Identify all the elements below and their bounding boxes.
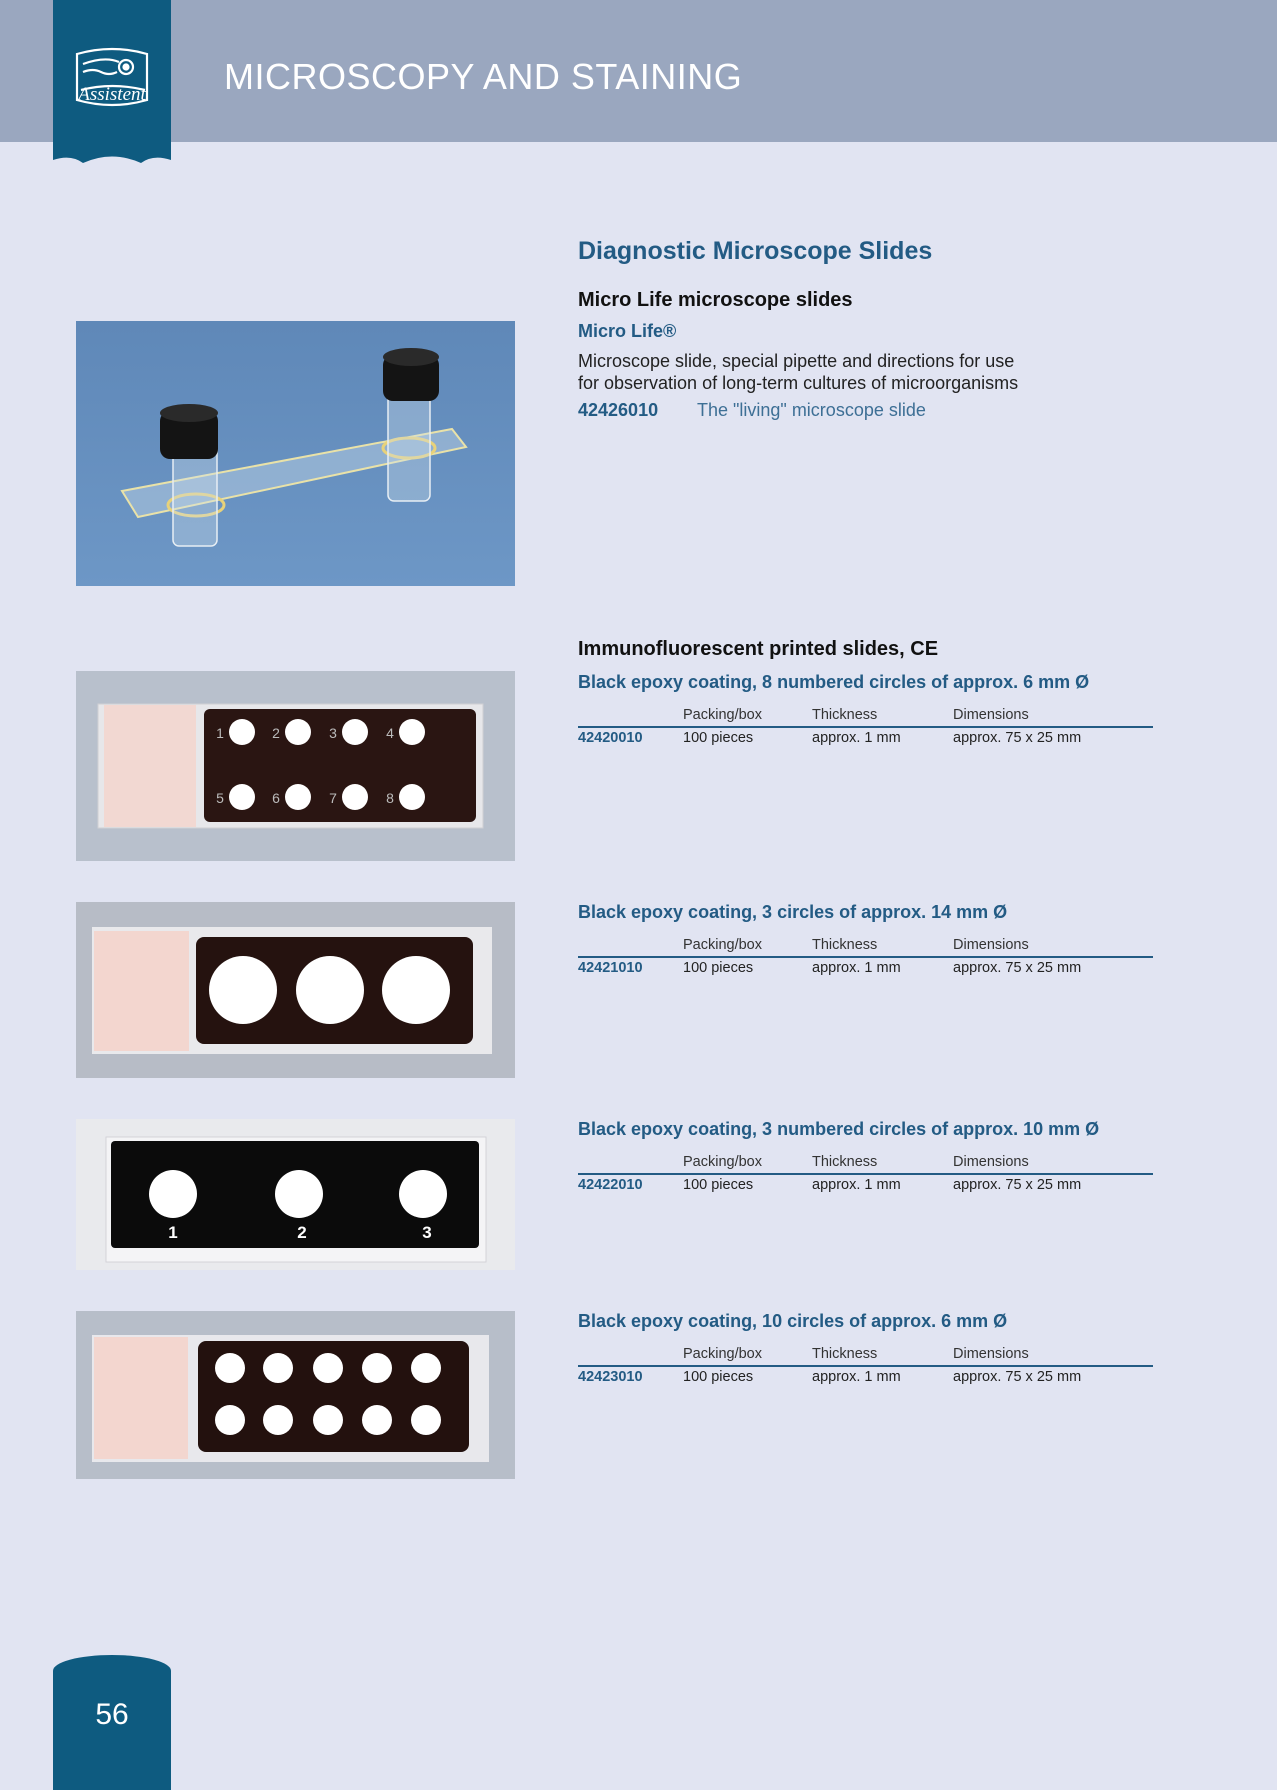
- table-row: [578, 728, 1153, 750]
- packing: 100 pieces: [683, 1369, 754, 1385]
- slide-circle: [229, 784, 255, 810]
- slide-3-numbered-circles-photo: [76, 1119, 515, 1270]
- article-number: 42422010: [578, 1177, 643, 1193]
- spec-table-header: [578, 1152, 1153, 1175]
- packing: 100 pieces: [683, 730, 754, 746]
- table-row: [578, 1367, 1153, 1389]
- thickness: approx. 1 mm: [812, 1369, 901, 1385]
- item-title: Black epoxy coating, 3 circles of approx. 14 mm Ø: [578, 902, 1008, 922]
- circle-number: 1: [168, 1223, 178, 1242]
- slide-circle: [399, 784, 425, 810]
- circle-number: 3: [329, 725, 337, 741]
- slide-circle: [342, 719, 368, 745]
- immuno-heading: Immunofluorescent printed slides, CE: [578, 638, 939, 660]
- circle-number: 2: [297, 1223, 307, 1242]
- micro-life-article-number: 42426010: [578, 400, 659, 420]
- micro-life-variant: The "living" microscope slide: [697, 400, 926, 420]
- circle-number: 1: [216, 725, 224, 741]
- slide-3-circles-photo: [76, 902, 515, 1078]
- col-thickness: Thickness: [812, 937, 878, 953]
- col-thickness: Thickness: [812, 1346, 878, 1362]
- spec-table-header: [578, 1344, 1153, 1367]
- slide-circle: [263, 1353, 293, 1383]
- circle-number: 7: [329, 790, 337, 806]
- circle-number: 4: [386, 725, 394, 741]
- spec-table: [578, 705, 1153, 750]
- article-number: 42420010: [578, 730, 643, 746]
- slide-circle: [399, 719, 425, 745]
- col-packing: Packing/box: [683, 707, 762, 723]
- slide-circle: [215, 1353, 245, 1383]
- slide-circle: [411, 1405, 441, 1435]
- dimensions: approx. 75 x 25 mm: [953, 1369, 1082, 1385]
- description-line: for observation of long-term cultures of microorganisms: [578, 373, 1019, 393]
- slide-circle: [362, 1405, 392, 1435]
- circle-number: 5: [216, 790, 224, 806]
- micro-life-slide-photo: [76, 321, 515, 586]
- dimensions: approx. 75 x 25 mm: [953, 730, 1082, 746]
- slide-circle: [229, 719, 255, 745]
- col-dimensions: Dimensions: [953, 937, 1029, 953]
- svg-text:Assistent: Assistent: [78, 84, 146, 105]
- table-row: [578, 958, 1153, 980]
- col-thickness: Thickness: [812, 707, 878, 723]
- col-dimensions: Dimensions: [953, 707, 1029, 723]
- spec-table-header: [578, 935, 1153, 958]
- slide-circle: [313, 1353, 343, 1383]
- slide-circle: [215, 1405, 245, 1435]
- thickness: approx. 1 mm: [812, 960, 901, 976]
- col-packing: Packing/box: [683, 1346, 762, 1362]
- table-row: [578, 1175, 1153, 1197]
- slide-circle: [411, 1353, 441, 1383]
- thickness: approx. 1 mm: [812, 1177, 901, 1193]
- thickness: approx. 1 mm: [812, 730, 901, 746]
- slide-circle: [313, 1405, 343, 1435]
- slide-circle: [285, 784, 311, 810]
- col-dimensions: Dimensions: [953, 1346, 1029, 1362]
- micro-life-brand: Micro Life®: [578, 321, 677, 341]
- logo-tab: [53, 0, 171, 178]
- dimensions: approx. 75 x 25 mm: [953, 960, 1082, 976]
- col-packing: Packing/box: [683, 937, 762, 953]
- section-title: MICROSCOPY AND STAINING: [224, 56, 743, 97]
- slide-circle: [342, 784, 368, 810]
- dimensions: approx. 75 x 25 mm: [953, 1177, 1082, 1193]
- circle-number: 2: [272, 725, 280, 741]
- col-thickness: Thickness: [812, 1154, 878, 1170]
- circle-number: 6: [272, 790, 280, 806]
- slide-circle: [362, 1353, 392, 1383]
- circle-number: 8: [386, 790, 394, 806]
- slide-10-circles-photo: [76, 1311, 515, 1479]
- col-dimensions: Dimensions: [953, 1154, 1029, 1170]
- col-packing: Packing/box: [683, 1154, 762, 1170]
- micro-life-description: [578, 350, 1018, 394]
- page-number: 56: [95, 1698, 129, 1731]
- description-line: Microscope slide, special pipette and directions for use: [578, 351, 1015, 371]
- item-title: Black epoxy coating, 3 numbered circles of approx. 10 mm Ø: [578, 1119, 1100, 1139]
- article-number: 42421010: [578, 960, 643, 976]
- packing: 100 pieces: [683, 960, 754, 976]
- packing: 100 pieces: [683, 1177, 754, 1193]
- category-title: Diagnostic Microscope Slides: [578, 237, 933, 265]
- spec-table-header: [578, 705, 1153, 728]
- spec-table: [578, 935, 1153, 980]
- slide-circle: [263, 1405, 293, 1435]
- micro-life-heading: Micro Life microscope slides: [578, 289, 853, 311]
- item-title: Black epoxy coating, 10 circles of approx. 6 mm Ø: [578, 1311, 1008, 1331]
- spec-table: [578, 1344, 1153, 1389]
- article-number: 42423010: [578, 1369, 643, 1385]
- spec-table: [578, 1152, 1153, 1197]
- slide-circle: [285, 719, 311, 745]
- circle-number: 3: [422, 1223, 432, 1242]
- item-title: Black epoxy coating, 8 numbered circles of approx. 6 mm Ø: [578, 672, 1090, 692]
- slide-8-circles-photo: [76, 671, 515, 861]
